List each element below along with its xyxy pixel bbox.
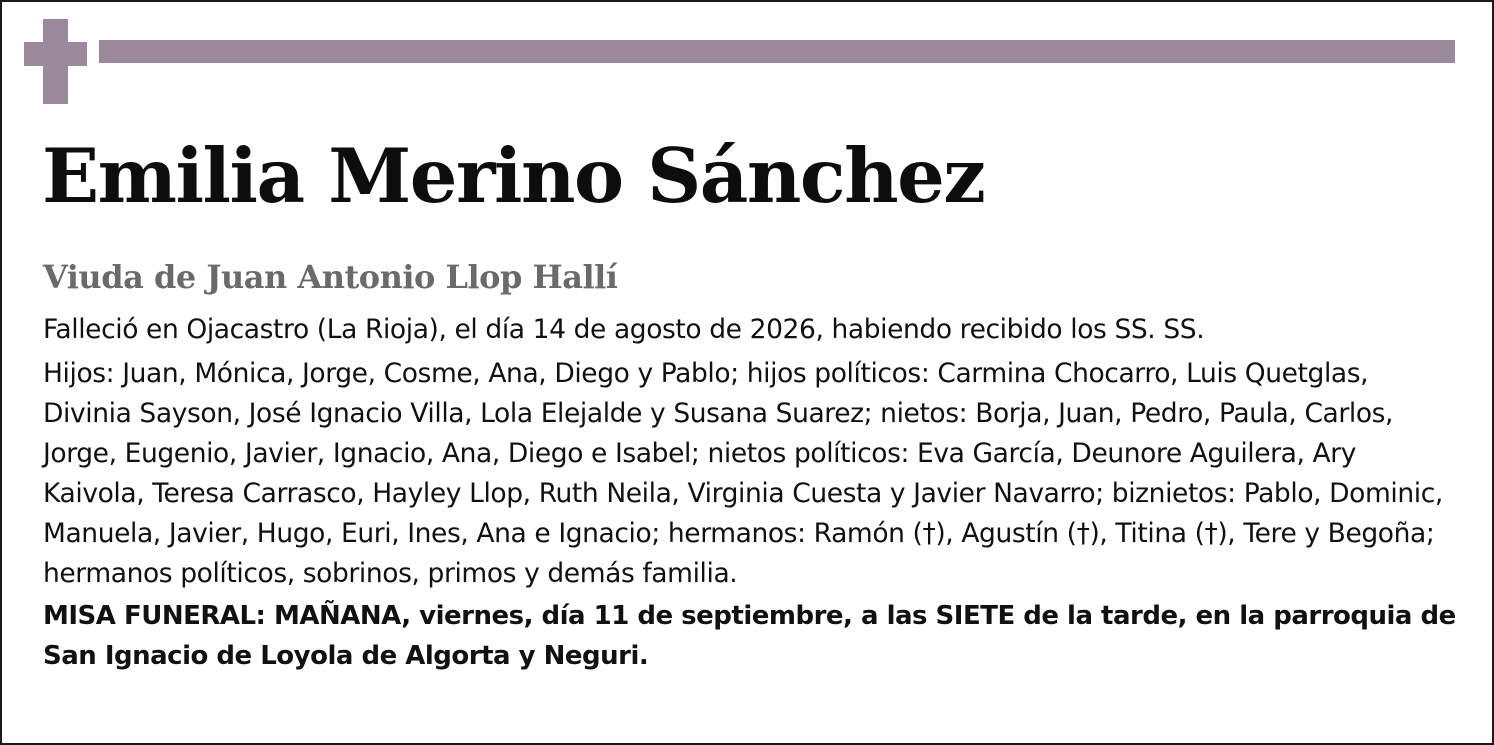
- cross-icon: [24, 19, 87, 104]
- funeral-notice: MISA FUNERAL: MAÑANA, viernes, día 11 de septiembre, a las SIETE de la tarde, en la parroquia de San Ignacio de Loyola de Algorta y Neguri.: [43, 601, 1456, 671]
- deceased-name: Emilia Merino Sánchez: [42, 132, 985, 220]
- death-statement: Falleció en Ojacastro (La Rioja), el día 14 de agosto de 2026, habiendo recibido los SS. SS.: [43, 314, 1205, 345]
- notice-body: [43, 310, 1463, 680]
- spouse-line: Viuda de Juan Antonio Llop Hallí: [43, 258, 618, 296]
- header-rule: [99, 40, 1455, 63]
- family-list: Hijos: Juan, Mónica, Jorge, Cosme, Ana, Diego y Pablo; hijos políticos: Carmina Chocarro, Luis Quetglas, Divinia Sayson, José Ignacio Villa, Lola Elejalde y Susana Suarez; nietos: Borja, Juan, Pedro, Paula, Carlos, Jorge, Eugenio, Javier, Ignacio, Ana, Diego e Isabel; nietos políticos: Eva García, Deunore Aguilera, Ary Kaivola, Teresa Carrasco, Hayley Llop, Ruth Neila, Virginia Cuesta y Javier Navarro; biznietos: Pablo, Dominic, Manuela, Javier, Hugo, Euri, Ines, Ana e Ignacio; hermanos: Ramón (†), Agustín (†), Titina (†), Tere y Begoña; hermanos políticos, sobrinos, primos y demás familia.: [43, 358, 1443, 589]
- cross-horizontal-bar: [24, 42, 87, 66]
